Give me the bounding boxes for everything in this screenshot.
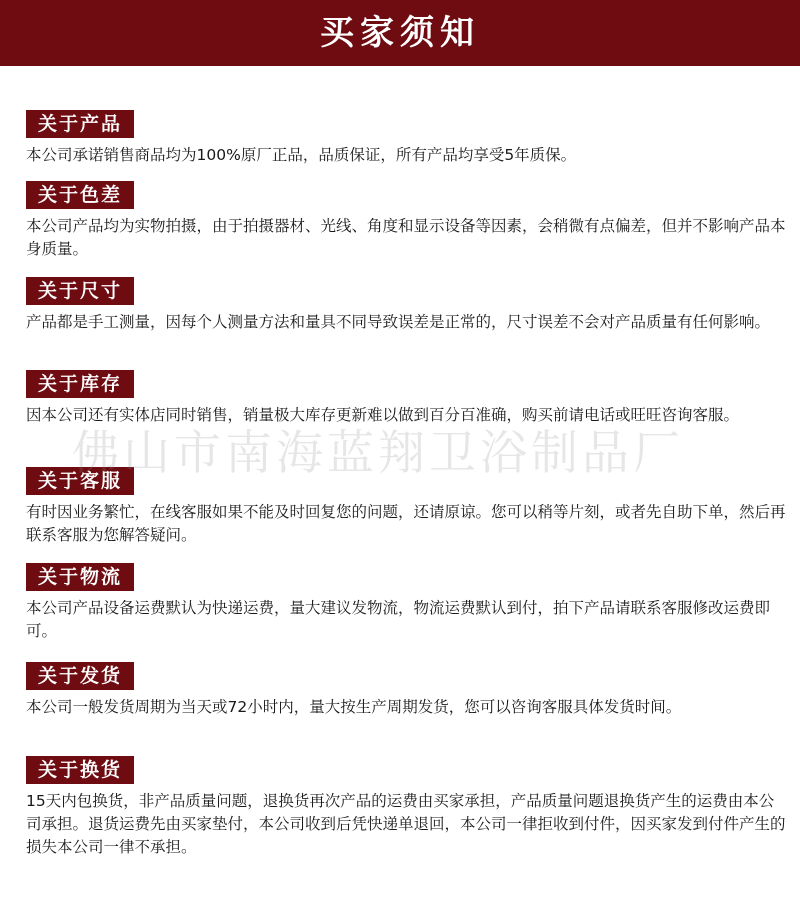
section-size [26,277,786,334]
section-text: 有时因业务繁忙，在线客服如果不能及时回复您的问题，还请原谅。您可以稍等片刻，或者先自助下单，然后再联系客服为您解答疑问。 [26,503,786,544]
page-title: 买家须知 [320,13,480,53]
section-heading: 关于客服 [26,467,134,495]
section-heading: 关于尺寸 [26,277,134,305]
section-heading: 关于换货 [26,756,134,784]
section-color-difference [26,181,786,261]
section-text: 产品都是手工测量，因每个人测量方法和量具不同导致误差是正常的，尺寸误差不会对产品质量有任何影响。 [26,313,771,331]
section-text: 本公司产品设备运费默认为快递运费，量大建议发物流，物流运费默认到付，拍下产品请联系客服修改运费即可。 [26,599,771,640]
section-heading: 关于产品 [26,110,134,138]
section-text: 本公司一般发货周期为当天或72小时内，量大按生产周期发货，您可以咨询客服具体发货时间。 [26,698,682,716]
section-text: 本公司承诺销售商品均为100%原厂正品，品质保证，所有产品均享受5年质保。 [26,146,577,164]
section-text: 15天内包换货，非产品质量问题，退换货再次产品的运费由买家承担，产品质量问题退换货产生的运费由本公司承担。退货运费先由买家垫付，本公司收到后凭快递单退回，本公司一律拒收到付件，因买家发到付件产生的损失本公司一律不承担。 [26,792,786,856]
header-banner [0,0,800,66]
section-logistics [26,563,786,643]
section-heading: 关于库存 [26,370,134,398]
section-text: 因本公司还有实体店同时销售，销量极大库存更新难以做到百分百准确，购买前请电话或旺旺咨询客服。 [26,406,740,424]
section-shipping [26,662,786,719]
section-exchange [26,756,786,859]
watermark: 佛山市南海蓝翔卫浴制品厂 [72,426,684,481]
section-customer-service [26,467,786,547]
section-stock [26,370,786,427]
section-text: 本公司产品均为实物拍摄，由于拍摄器材、光线、角度和显示设备等因素，会稍微有点偏差，但并不影响产品本身质量。 [26,217,786,258]
section-products [26,110,786,167]
section-heading: 关于物流 [26,563,134,591]
section-heading: 关于发货 [26,662,134,690]
section-heading: 关于色差 [26,181,134,209]
